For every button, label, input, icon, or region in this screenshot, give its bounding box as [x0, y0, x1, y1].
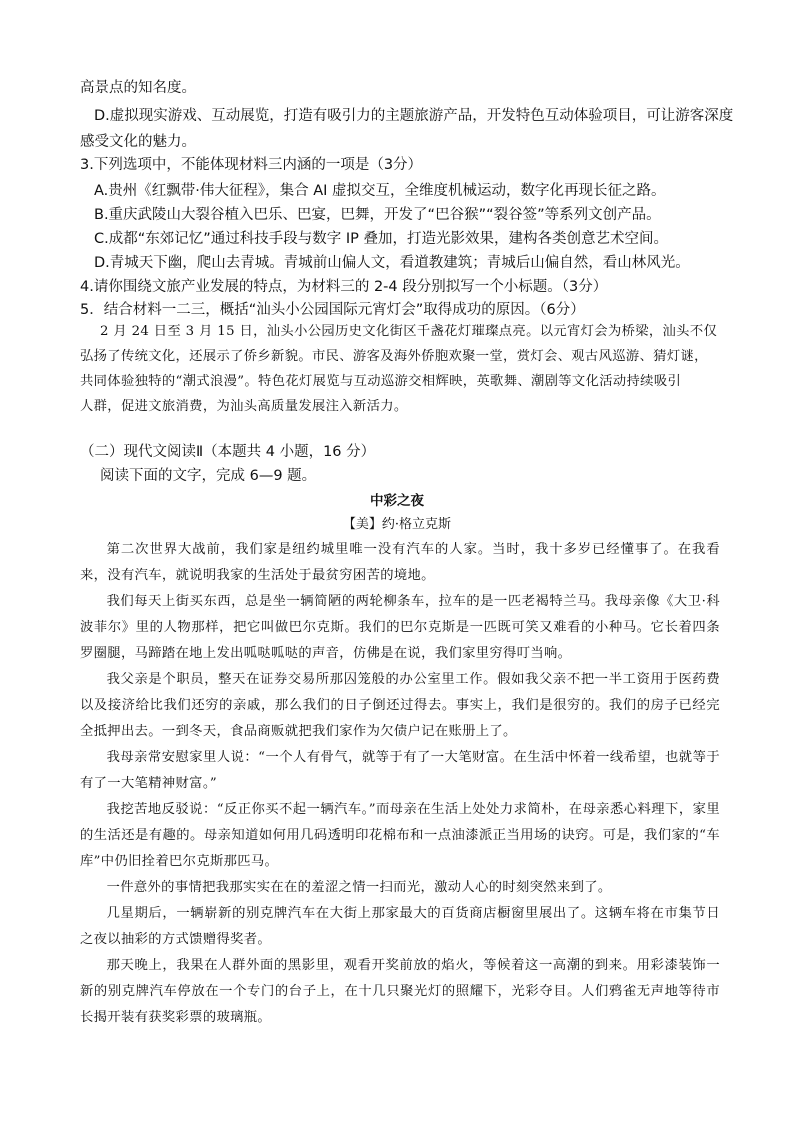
material-option-d-line2: 感受文化的魅力。	[80, 134, 196, 150]
article-paragraph-8: 那天晚上，我果在人群外面的黑影里，观看开奖前放的焰火，等候着这一高潮的到来。用彩漆装饰一新的别克牌汽车停放在一个专门的台子上，在十几只聚光灯的照耀下，光彩夺目。人们鸦雀无声地等待市长揭开装有获奖彩票的玻璃瓶。	[80, 958, 720, 1025]
question-4-stem: 4.请你围绕文旅产业发展的特点，为材料三的 2-4 段分别拟写一个小标题。（3分）	[80, 279, 608, 295]
material-tail-line: 高景点的知名度。	[80, 80, 196, 96]
article-title: 中彩之夜	[370, 493, 424, 509]
question-3-stem: 3.下列选项中，不能体现材料三内涵的一项是（3分）	[80, 157, 423, 173]
article-paragraph-4: 我母亲常安慰家里人说：“一个人有骨气，就等于有了一大笔财富。在生活中怀着一线希望，也就等于有了一大笔精神财富。”	[80, 750, 720, 791]
article-author: 【美】约·格立克斯	[342, 517, 452, 532]
article-paragraph-7: 几星期后，一辆崭新的别克牌汽车在大街上那家最大的百货商店橱窗里展出了。这辆车将在市集节日之夜以抽彩的方式馈赠得奖者。	[80, 906, 720, 947]
section-2-heading: （二）现代文阅读Ⅱ（本题共 4 小题，16 分）	[80, 444, 376, 460]
article-paragraph-1: 第二次世界大战前，我们家是纽约城里唯一没有汽车的人家。当时，我十多岁已经懂事了。在我看来，没有汽车，就说明我家的生活处于最贫穷困苦的境地。	[80, 542, 720, 583]
article-paragraph-3: 我父亲是个职员，整天在证券交易所那囚笼般的办公室里工作。假如我父亲不把一半工资用于医药费以及接济给比我们还穷的亲戚，那么我们的日子倒还过得去。事实上，我们是很穷的。我们的房子已经完全抵押出去。一到冬天，食品商贩就把我们家作为欠债户记在账册上了。	[80, 672, 720, 739]
question-3-option-b: B.重庆武陵山大裂谷植入巴乐、巴宴，巴舞，开发了“巴谷猴”“裂谷签”等系列文创产品。	[94, 207, 661, 223]
question-3-option-d: D.青城天下幽，爬山去青城。青城前山偏人文，看道教建筑；青城后山偏自然，看山林风光。	[94, 255, 690, 271]
question-5-material-line1: 2 月 24 日至 3 月 15 日，汕头小公园历史文化街区千盏花灯璀璨点亮。以元宵灯会为桥梁，汕头不仅	[100, 324, 718, 339]
article-paragraph-2: 我们每天上街买东西，总是坐一辆简陋的两轮柳条车，拉车的是一匹老褐特兰马。我母亲像《大卫·科波菲尔》里的人物那样，把它叫做巴尔克斯。我们的巴尔克斯是一匹既可笑又难看的小种马。它长着四条罗圈腿，马蹄踏在地上发出呱哒呱哒的声音，仿佛是在说，我们家里穷得叮当响。	[80, 594, 720, 661]
question-5-stem: 5．结合材料一二三，概括“汕头小公园国际元宵灯会”取得成功的原因。（6分）	[80, 302, 585, 318]
question-3-option-c: C.成都“东郊记忆”通过科技手段与数字 IP 叠加，打造光影效果，建构各类创意艺术空间。	[94, 231, 668, 247]
section-2-instruction: 阅读下面的文字，完成 6—9 题。	[100, 468, 317, 484]
question-5-material-line2: 弘扬了传统文化，还展示了侨乡新貌。市民、游客及海外侨胞欢聚一堂，赏灯会、观古风巡游、猜灯谜，	[80, 349, 708, 364]
question-5-material-line3: 共同体验独特的“潮式浪漫”。特色花灯展览与互动巡游交相辉映，英歌舞、潮剧等文化活动持续吸引	[80, 374, 682, 389]
article-paragraph-6: 一件意外的事情把我那实实在在的羞涩之情一扫而光，激动人心的时刻突然来到了。	[106, 880, 612, 895]
article-paragraph-5: 我挖苦地反驳说：“反正你买不起一辆汽车。”而母亲在生活上处处力求简朴，在母亲悉心料理下，家里的生活还是有趣的。母亲知道如何用几码透明印花棉布和一点油漆派正当用场的诀窍。可是，我们家的“车库”中仍旧拴着巴尔克斯那匹马。	[80, 802, 720, 869]
question-3-option-a: A.贵州《红飘带·伟大征程》，集合 AI 虚拟交互，全维度机械运动，数字化再现长征之路。	[94, 183, 666, 199]
material-option-d-line1: D.虚拟现实游戏、互动展览，打造有吸引力的主题旅游产品，开发特色互动体验项目，可让游客深度	[94, 108, 734, 124]
question-5-material-line4: 人群，促进文旅消费，为汕头高质量发展注入新活力。	[80, 399, 408, 414]
